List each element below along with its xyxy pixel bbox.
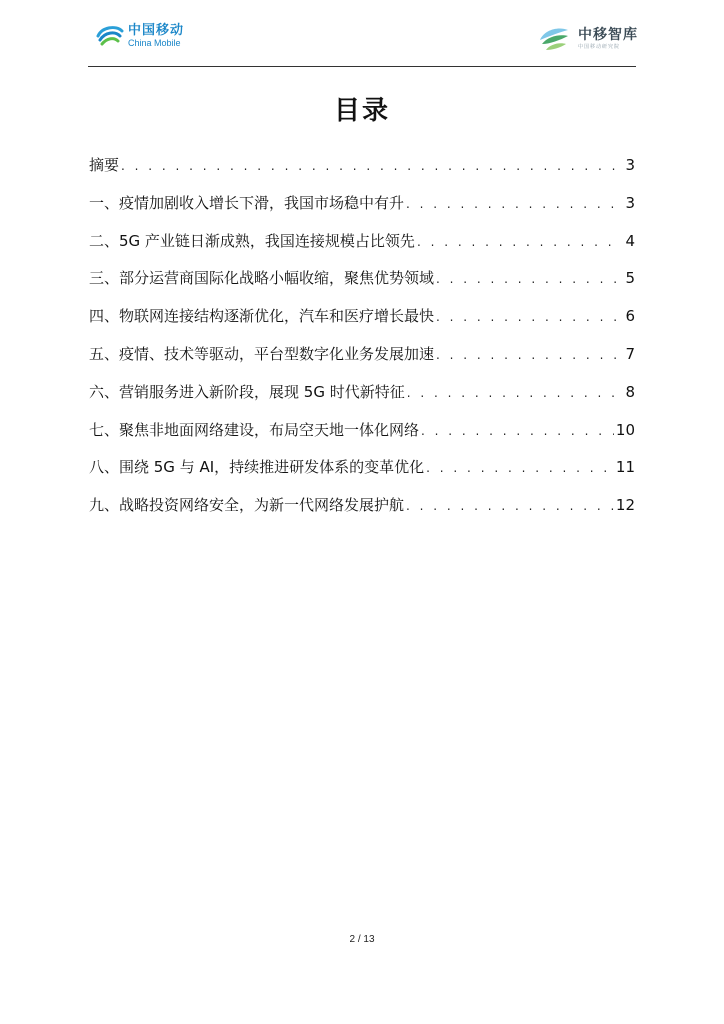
toc-leader-dots xyxy=(426,455,614,481)
toc-entry-label: 摘要 xyxy=(89,156,120,174)
toc-entry-label: 三、部分运营商国际化战略小幅收缩，聚焦优势领域 xyxy=(89,269,435,288)
toc-entry-page: 3 xyxy=(625,193,635,212)
cmri-name-sub: 中国移动研究院 xyxy=(578,44,621,50)
toc-entry-page: 7 xyxy=(625,344,635,363)
toc-entry-label: 九、战略投资网络安全，为新一代网络发展护航 xyxy=(89,496,405,515)
china-mobile-logo-icon xyxy=(96,25,124,47)
toc-entry[interactable] xyxy=(89,265,635,303)
toc-entry-label: 四、物联网连接结构逐渐优化，汽车和医疗增长最快 xyxy=(89,307,435,326)
toc-entry-label: 二、5G 产业链日渐成熟，我国连接规模占比领先 xyxy=(89,231,415,250)
toc-leader-dots xyxy=(406,191,621,217)
toc-entry-label: 七、聚焦非地面网络建设，布局空天地一体化网络 xyxy=(89,420,420,439)
toc-entry[interactable] xyxy=(89,341,635,379)
toc-entry-label: 一、疫情加剧收入增长下滑，我国市场稳中有升 xyxy=(89,193,405,212)
toc-entry-page: 11 xyxy=(615,458,635,477)
toc-entry-label: 六、营销服务进入新阶段，展现 5G 时代新特征 xyxy=(89,382,405,401)
toc-entry-label: 五、疫情、技术等驱动，平台型数字化业务发展加速 xyxy=(89,344,435,363)
toc-entry-page: 5 xyxy=(625,269,635,288)
toc-entry-label: 八、围绕 5G 与 AI，持续推进研发体系的变革优化 xyxy=(89,458,425,477)
toc-leader-dots xyxy=(406,493,614,519)
page-header xyxy=(0,0,724,68)
toc-entry[interactable] xyxy=(89,379,635,417)
toc-entry[interactable] xyxy=(89,454,635,492)
cmri-name-cn: 中移智库 xyxy=(578,27,638,43)
toc-entry[interactable] xyxy=(89,492,635,530)
page-number: 2 / 13 xyxy=(349,934,375,945)
toc-entry-page: 4 xyxy=(625,231,635,250)
toc-entry[interactable] xyxy=(89,417,635,455)
cmri-logo-icon xyxy=(536,22,572,56)
header-divider xyxy=(88,66,636,67)
toc-entry-page: 8 xyxy=(625,382,635,401)
toc-entry[interactable] xyxy=(89,152,635,190)
china-mobile-name-en: China Mobile xyxy=(128,38,181,48)
china-mobile-name-cn: 中国移动 xyxy=(128,23,185,38)
page-title: 目录 xyxy=(333,96,390,126)
cmri-logo xyxy=(536,22,638,56)
toc-entry-page: 6 xyxy=(625,307,635,326)
toc-leader-dots xyxy=(436,304,621,330)
toc-entry-page: 3 xyxy=(625,156,635,174)
toc-leader-dots xyxy=(417,229,621,255)
table-of-contents xyxy=(89,152,635,530)
toc-entry[interactable] xyxy=(89,190,635,228)
toc-leader-dots xyxy=(421,418,614,444)
toc-leader-dots xyxy=(121,153,621,179)
china-mobile-logo xyxy=(96,24,184,48)
toc-entry-page: 10 xyxy=(615,420,635,439)
toc-leader-dots xyxy=(436,266,621,292)
toc-entry-page: 12 xyxy=(615,496,635,515)
toc-entry[interactable] xyxy=(89,228,635,266)
toc-leader-dots xyxy=(407,380,621,406)
toc-entry[interactable] xyxy=(89,303,635,341)
toc-leader-dots xyxy=(436,342,621,368)
